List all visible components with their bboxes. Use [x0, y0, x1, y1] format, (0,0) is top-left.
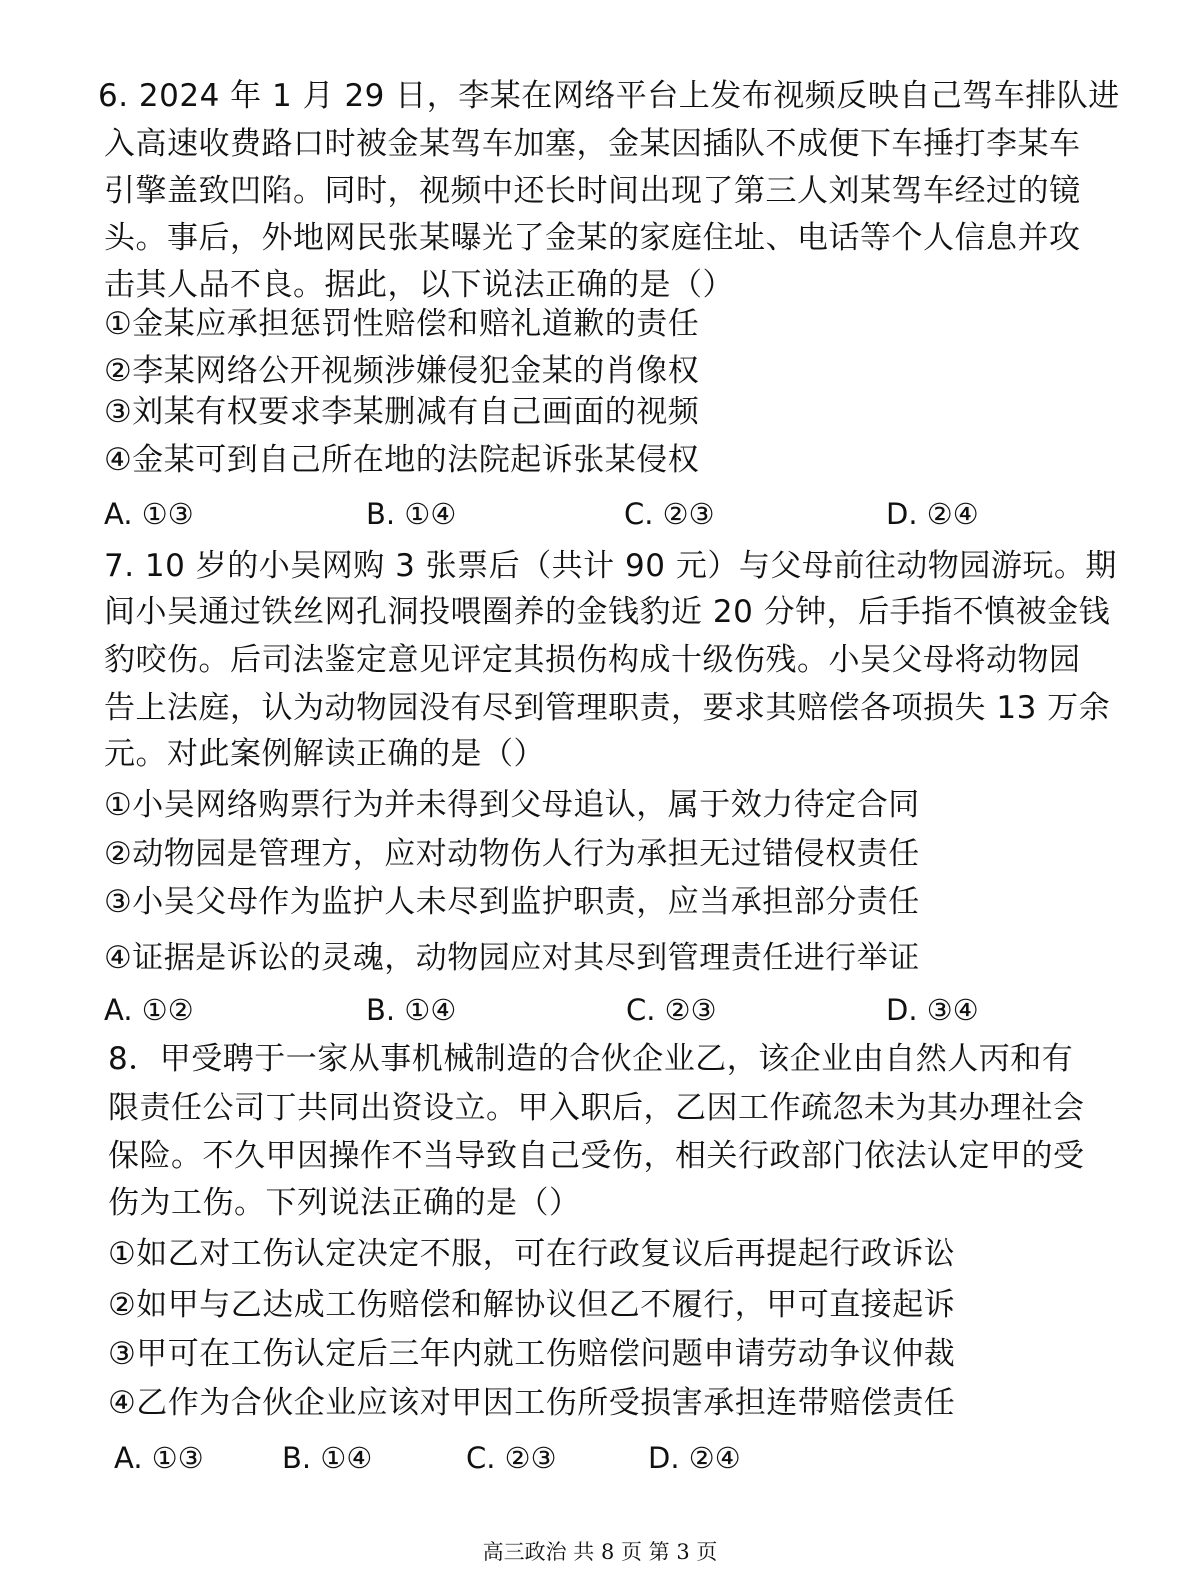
question-8-statement-3: ③甲可在工伤认定后三年内就工伤赔偿问题申请劳动争议仲裁 — [108, 1336, 956, 1372]
question-6-statement-2: ②李某网络公开视频涉嫌侵犯金某的肖像权 — [104, 353, 700, 389]
question-6-statement-4: ④金某可到自己所在地的法院起诉张某侵权 — [104, 442, 700, 478]
question-8-stem-line: 8．甲受聘于一家从事机械制造的合伙企业乙，该企业由自然人丙和有 — [108, 1041, 1074, 1077]
question-6-stem-line: 击其人品不良。据此，以下说法正确的是（） — [104, 267, 734, 303]
question-8-option-a: A. ①③ — [114, 1441, 204, 1475]
question-8-option-b: B. ①④ — [282, 1441, 373, 1475]
question-6-option-c: C. ②③ — [624, 497, 715, 531]
page-footer: 高三政治 共 8 页 第 3 页 — [482, 1540, 718, 1564]
question-7-option-a: A. ①② — [104, 993, 194, 1027]
question-8-stem-line: 伤为工伤。下列说法正确的是（） — [108, 1185, 581, 1221]
question-6-stem-line: 6. 2024 年 1 月 29 日，李某在网络平台上发布视频反映自己驾车排队进 — [98, 78, 1120, 114]
question-7-option-c: C. ②③ — [626, 993, 717, 1027]
question-7-statement-2: ②动物园是管理方，应对动物伤人行为承担无过错侵权责任 — [104, 836, 920, 872]
question-7-stem-line: 告上法庭，认为动物园没有尽到管理职责，要求其赔偿各项损失 13 万余 — [104, 690, 1111, 726]
question-8-option-c: C. ②③ — [466, 1441, 557, 1475]
question-8-statement-1: ①如乙对工伤认定决定不服，可在行政复议后再提起行政诉讼 — [108, 1236, 956, 1272]
question-8-statement-2: ②如甲与乙达成工伤赔偿和解协议但乙不履行，甲可直接起诉 — [108, 1287, 956, 1323]
question-7-option-b: B. ①④ — [366, 993, 457, 1027]
question-6-stem-line: 头。事后，外地网民张某曝光了金某的家庭住址、电话等个人信息并攻 — [104, 220, 1081, 256]
question-7-statement-3: ③小吴父母作为监护人未尽到监护职责，应当承担部分责任 — [104, 884, 920, 920]
question-7-stem-line: 元。对此案例解读正确的是（） — [104, 736, 545, 772]
question-6-stem-line: 入高速收费路口时被金某驾车加塞，金某因插队不成便下车捶打李某车 — [104, 126, 1081, 162]
question-7-option-d: D. ③④ — [886, 993, 979, 1027]
question-6-option-a: A. ①③ — [104, 497, 194, 531]
question-6-stem-line: 引擎盖致凹陷。同时，视频中还长时间出现了第三人刘某驾车经过的镜 — [104, 173, 1081, 209]
question-7-stem-line: 间小吴通过铁丝网孔洞投喂圈养的金钱豹近 20 分钟，后手指不慎被金钱 — [104, 594, 1111, 630]
question-7-statement-4: ④证据是诉讼的灵魂，动物园应对其尽到管理责任进行举证 — [104, 940, 920, 976]
question-8-option-d: D. ②④ — [648, 1441, 741, 1475]
question-8-statement-4: ④乙作为合伙企业应该对甲因工伤所受损害承担连带赔偿责任 — [108, 1385, 956, 1421]
question-6-option-b: B. ①④ — [366, 497, 457, 531]
question-7-statement-1: ①小吴网络购票行为并未得到父母追认，属于效力待定合同 — [104, 787, 920, 823]
question-6-statement-1: ①金某应承担惩罚性赔偿和赔礼道歉的责任 — [104, 306, 700, 342]
question-7-stem-line: 豹咬伤。后司法鉴定意见评定其损伤构成十级伤残。小吴父母将动物园 — [104, 642, 1081, 678]
question-7-stem-line: 7. 10 岁的小吴网购 3 张票后（共计 90 元）与父母前往动物园游玩。期 — [104, 548, 1117, 584]
question-8-stem-line: 限责任公司丁共同出资设立。甲入职后，乙因工作疏忽未为其办理社会 — [108, 1090, 1085, 1126]
question-6-option-d: D. ②④ — [886, 497, 979, 531]
question-6-statement-3: ③刘某有权要求李某删减有自己画面的视频 — [104, 394, 700, 430]
question-8-stem-line: 保险。不久甲因操作不当导致自己受伤，相关行政部门依法认定甲的受 — [108, 1138, 1085, 1174]
